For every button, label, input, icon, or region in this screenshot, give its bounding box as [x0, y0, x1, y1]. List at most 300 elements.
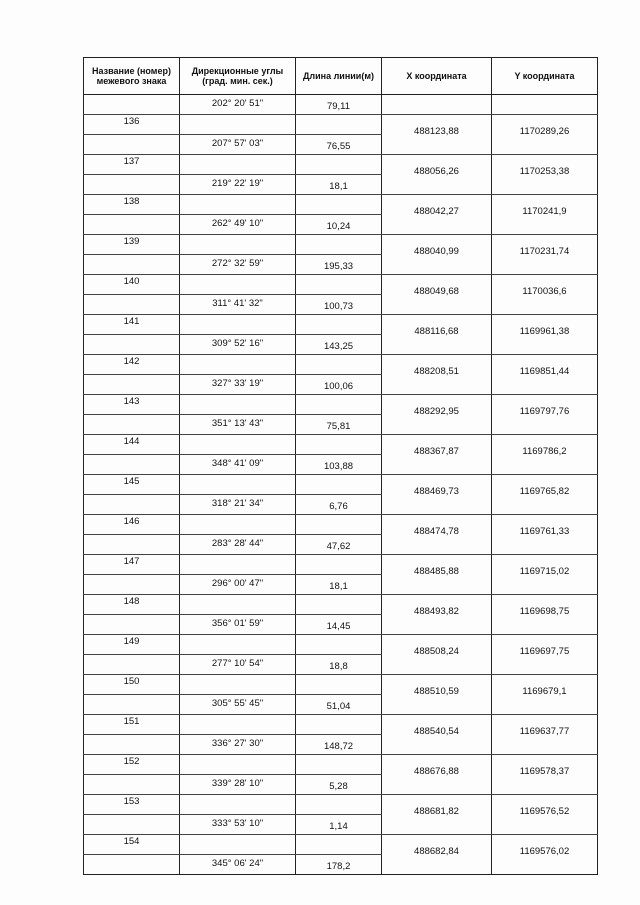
point-name-value: 145 [123, 476, 140, 487]
x-coordinate-value: 488474,78 [414, 526, 459, 537]
point-name-cell [84, 335, 180, 355]
point-name-cell [84, 795, 180, 815]
point-name-value: 139 [123, 236, 140, 247]
y-coordinate-cell [492, 355, 598, 375]
line-row [84, 775, 598, 795]
direction-angle-cell [180, 675, 296, 695]
y-coordinate-cell [492, 235, 598, 255]
line-row [84, 335, 598, 355]
line-length-cell [296, 195, 382, 215]
y-coordinate-cell [492, 455, 598, 475]
line-length-cell [296, 635, 382, 655]
point-row [84, 435, 598, 455]
y-coordinate-cell [492, 855, 598, 875]
point-name-value: 148 [123, 596, 140, 607]
x-coordinate-cell [382, 215, 492, 235]
line-row [84, 295, 598, 315]
direction-angle-cell [180, 495, 296, 515]
point-name-cell [84, 755, 180, 775]
line-length-cell [296, 755, 382, 775]
point-name-cell [84, 475, 180, 495]
point-row [84, 755, 598, 775]
direction-angle-value: 336° 27' 30" [211, 738, 264, 749]
x-coordinate-value: 488208,51 [414, 366, 459, 377]
direction-angle-value: 296° 00' 47" [211, 578, 264, 589]
direction-angle-cell [180, 635, 296, 655]
x-coordinate-cell [382, 415, 492, 435]
line-length-value: 103,88 [323, 461, 354, 472]
y-coordinate-cell [492, 655, 598, 675]
direction-angle-value: 219° 22' 19" [211, 178, 264, 189]
x-coordinate-cell [382, 695, 492, 715]
direction-angle-value: 309° 52' 16" [211, 338, 264, 349]
point-name-cell [84, 375, 180, 395]
x-coordinate-cell [382, 115, 492, 135]
point-name-cell [84, 235, 180, 255]
y-coordinate-cell [492, 715, 598, 735]
x-coordinate-value: 488493,82 [414, 606, 459, 617]
x-coordinate-cell [382, 555, 492, 575]
line-length-value: 47,62 [326, 541, 351, 552]
y-coordinate-cell [492, 635, 598, 655]
direction-angle-cell [180, 435, 296, 455]
x-coordinate-value: 488676,88 [414, 766, 459, 777]
line-length-cell [296, 495, 382, 515]
line-length-cell [296, 275, 382, 295]
y-coordinate-cell [492, 435, 598, 455]
line-row [84, 215, 598, 235]
line-length-cell [296, 115, 382, 135]
direction-angle-cell [180, 775, 296, 795]
direction-angle-value: 333° 53' 10" [211, 818, 264, 829]
y-coordinate-cell [492, 415, 598, 435]
point-name-cell [84, 295, 180, 315]
y-coordinate-value: 1169715,02 [519, 566, 570, 577]
line-length-cell [296, 575, 382, 595]
y-coordinate-cell [492, 495, 598, 515]
point-row [84, 475, 598, 495]
point-name-cell [84, 155, 180, 175]
y-coordinate-cell [492, 315, 598, 335]
direction-angle-cell [180, 835, 296, 855]
direction-angle-cell [180, 115, 296, 135]
y-coordinate-cell [492, 595, 598, 615]
line-length-cell [296, 775, 382, 795]
x-coordinate-cell [382, 375, 492, 395]
line-length-value: 143,25 [323, 341, 354, 352]
header-angle: Дирекционные углы (град. мин. сек.) [180, 58, 296, 95]
direction-angle-cell [180, 95, 296, 115]
direction-angle-value: 327° 33' 19" [211, 378, 264, 389]
point-name-cell [84, 775, 180, 795]
line-row [84, 815, 598, 835]
y-coordinate-cell [492, 115, 598, 135]
x-coordinate-value: 488116,68 [414, 326, 459, 337]
point-row [84, 715, 598, 735]
line-length-cell [296, 235, 382, 255]
point-row [84, 235, 598, 255]
line-length-cell [296, 175, 382, 195]
x-coordinate-value: 488367,87 [414, 446, 459, 457]
line-length-cell [296, 255, 382, 275]
y-coordinate-value: 1169576,02 [519, 846, 570, 857]
y-coordinate-cell [492, 95, 598, 115]
x-coordinate-cell [382, 235, 492, 255]
x-coordinate-cell [382, 155, 492, 175]
point-name-value: 153 [123, 796, 140, 807]
point-name-cell [84, 735, 180, 755]
direction-angle-cell [180, 155, 296, 175]
y-coordinate-value: 1170036,6 [522, 286, 567, 297]
y-coordinate-value: 1170289,26 [519, 126, 570, 137]
line-row [84, 575, 598, 595]
direction-angle-cell [180, 335, 296, 355]
y-coordinate-value: 1169697,75 [519, 646, 570, 657]
y-coordinate-cell [492, 375, 598, 395]
x-coordinate-cell [382, 815, 492, 835]
point-name-cell [84, 695, 180, 715]
x-coordinate-cell [382, 275, 492, 295]
line-length-cell [296, 735, 382, 755]
point-row [84, 515, 598, 535]
line-length-cell [296, 135, 382, 155]
x-coordinate-cell [382, 615, 492, 635]
line-length-value: 100,73 [323, 301, 354, 312]
y-coordinate-value: 1170241,9 [522, 206, 567, 217]
y-coordinate-cell [492, 775, 598, 795]
x-coordinate-value: 488292,95 [414, 406, 459, 417]
header-row [84, 58, 598, 95]
direction-angle-cell [180, 375, 296, 395]
point-name-value: 141 [123, 316, 140, 327]
x-coordinate-value: 488040,99 [414, 246, 459, 257]
point-row [84, 835, 598, 855]
line-length-value: 178,2 [326, 861, 351, 872]
line-length-cell [296, 415, 382, 435]
point-name-value: 147 [123, 556, 140, 567]
direction-angle-cell [180, 355, 296, 375]
line-length-value: 76,55 [326, 141, 351, 152]
line-row [84, 695, 598, 715]
point-row [84, 595, 598, 615]
x-coordinate-cell [382, 475, 492, 495]
point-name-cell [84, 395, 180, 415]
x-coordinate-cell [382, 855, 492, 875]
direction-angle-cell [180, 595, 296, 615]
y-coordinate-value: 1169851,44 [519, 366, 570, 377]
point-name-cell [84, 495, 180, 515]
point-name-cell [84, 635, 180, 655]
x-coordinate-cell [382, 95, 492, 115]
line-row [84, 735, 598, 755]
y-coordinate-cell [492, 615, 598, 635]
y-coordinate-value: 1169637,77 [519, 726, 570, 737]
direction-angle-cell [180, 755, 296, 775]
y-coordinate-cell [492, 475, 598, 495]
direction-angle-cell [180, 315, 296, 335]
x-coordinate-cell [382, 195, 492, 215]
line-row [84, 535, 598, 555]
line-length-cell [296, 395, 382, 415]
point-name-cell [84, 355, 180, 375]
line-row [84, 615, 598, 635]
y-coordinate-cell [492, 395, 598, 415]
line-length-cell [296, 695, 382, 715]
direction-angle-cell [180, 695, 296, 715]
y-coordinate-cell [492, 155, 598, 175]
table-body [84, 95, 598, 875]
header-x: X координата [382, 58, 492, 95]
direction-angle-cell [180, 175, 296, 195]
y-coordinate-cell [492, 255, 598, 275]
y-coordinate-value: 1169679,1 [522, 686, 567, 697]
point-row [84, 275, 598, 295]
line-length-cell [296, 535, 382, 555]
direction-angle-cell [180, 195, 296, 215]
y-coordinate-cell [492, 215, 598, 235]
line-row [84, 255, 598, 275]
line-length-cell [296, 475, 382, 495]
point-name-cell [84, 135, 180, 155]
y-coordinate-value: 1169698,75 [519, 606, 570, 617]
point-name-value: 151 [123, 716, 140, 727]
y-coordinate-value: 1169576,52 [519, 806, 570, 817]
line-length-value: 18,1 [329, 181, 348, 192]
x-coordinate-cell [382, 355, 492, 375]
direction-angle-cell [180, 395, 296, 415]
point-name-cell [84, 675, 180, 695]
y-coordinate-value: 1169961,38 [519, 326, 570, 337]
line-length-value: 14,45 [326, 621, 351, 632]
direction-angle-value: 202° 20' 51" [211, 98, 264, 109]
line-length-cell [296, 615, 382, 635]
point-name-cell [84, 815, 180, 835]
x-coordinate-cell [382, 495, 492, 515]
direction-angle-cell [180, 815, 296, 835]
line-length-cell [296, 355, 382, 375]
direction-angle-cell [180, 615, 296, 635]
header-y: Y координата [492, 58, 598, 95]
line-length-value: 18,8 [329, 661, 348, 672]
point-name-cell [84, 515, 180, 535]
line-length-value: 1,14 [329, 821, 348, 832]
point-name-cell [84, 255, 180, 275]
point-name-value: 136 [123, 116, 140, 127]
x-coordinate-cell [382, 675, 492, 695]
point-row [84, 355, 598, 375]
point-name-cell [84, 535, 180, 555]
x-coordinate-value: 488540,54 [414, 726, 459, 737]
direction-angle-value: 311° 41' 32" [212, 298, 263, 309]
point-name-value: 138 [123, 196, 140, 207]
direction-angle-value: 351° 13' 43" [211, 418, 264, 429]
direction-angle-cell [180, 455, 296, 475]
direction-angle-cell [180, 855, 296, 875]
direction-angle-cell [180, 275, 296, 295]
direction-angle-cell [180, 735, 296, 755]
line-length-cell [296, 595, 382, 615]
point-name-cell [84, 115, 180, 135]
x-coordinate-cell [382, 635, 492, 655]
point-name-cell [84, 835, 180, 855]
y-coordinate-cell [492, 295, 598, 315]
direction-angle-cell [180, 555, 296, 575]
line-length-cell [296, 715, 382, 735]
point-name-cell [84, 195, 180, 215]
line-length-value: 100,06 [323, 381, 354, 392]
point-name-value: 143 [123, 396, 140, 407]
line-row [84, 855, 598, 875]
direction-angle-value: 318° 21' 34" [211, 498, 264, 509]
x-coordinate-cell [382, 775, 492, 795]
line-length-cell [296, 835, 382, 855]
direction-angle-cell [180, 135, 296, 155]
y-coordinate-cell [492, 795, 598, 815]
point-row [84, 795, 598, 815]
y-coordinate-cell [492, 575, 598, 595]
line-row [84, 95, 598, 115]
point-name-value: 140 [123, 276, 140, 287]
direction-angle-cell [180, 475, 296, 495]
point-name-cell [84, 855, 180, 875]
direction-angle-value: 207° 57' 03" [211, 138, 264, 149]
direction-angle-value: 345° 06' 24" [211, 858, 264, 869]
point-name-cell [84, 95, 180, 115]
x-coordinate-cell [382, 835, 492, 855]
x-coordinate-cell [382, 335, 492, 355]
y-coordinate-value: 1170253,38 [519, 166, 570, 177]
x-coordinate-cell [382, 715, 492, 735]
line-length-cell [296, 655, 382, 675]
x-coordinate-cell [382, 655, 492, 675]
line-row [84, 415, 598, 435]
x-coordinate-cell [382, 255, 492, 275]
line-row [84, 455, 598, 475]
direction-angle-value: 272° 32' 59" [211, 258, 264, 269]
point-name-value: 154 [123, 836, 140, 847]
point-name-cell [84, 415, 180, 435]
line-length-value: 148,72 [323, 741, 354, 752]
x-coordinate-cell [382, 755, 492, 775]
line-length-value: 10,24 [326, 221, 351, 232]
header-name: Название (номер) межевого знака [84, 58, 180, 95]
y-coordinate-cell [492, 515, 598, 535]
point-name-cell [84, 175, 180, 195]
point-row [84, 115, 598, 135]
direction-angle-value: 262° 49' 10" [211, 218, 264, 229]
line-length-cell [296, 855, 382, 875]
y-coordinate-cell [492, 835, 598, 855]
y-coordinate-value: 1169765,82 [519, 486, 570, 497]
point-row [84, 635, 598, 655]
x-coordinate-value: 488123,88 [414, 126, 459, 137]
line-length-cell [296, 155, 382, 175]
point-name-cell [84, 215, 180, 235]
point-name-cell [84, 275, 180, 295]
line-length-cell [296, 295, 382, 315]
x-coordinate-cell [382, 735, 492, 755]
point-name-cell [84, 435, 180, 455]
direction-angle-value: 356° 01' 59" [211, 618, 264, 629]
point-name-value: 144 [123, 436, 140, 447]
y-coordinate-cell [492, 675, 598, 695]
line-length-cell [296, 515, 382, 535]
x-coordinate-cell [382, 175, 492, 195]
point-row [84, 195, 598, 215]
point-name-value: 149 [123, 636, 140, 647]
point-name-value: 152 [123, 756, 140, 767]
point-name-cell [84, 455, 180, 475]
y-coordinate-cell [492, 535, 598, 555]
boundary-coordinates-table [83, 57, 598, 875]
direction-angle-value: 277° 10' 54" [211, 658, 264, 669]
point-name-value: 150 [123, 676, 140, 687]
line-length-cell [296, 795, 382, 815]
y-coordinate-value: 1170231,74 [519, 246, 570, 257]
y-coordinate-cell [492, 135, 598, 155]
x-coordinate-value: 488056,26 [414, 166, 459, 177]
point-name-value: 142 [123, 356, 140, 367]
direction-angle-value: 348° 41' 09" [211, 458, 264, 469]
x-coordinate-cell [382, 395, 492, 415]
x-coordinate-value: 488510,59 [414, 686, 459, 697]
point-row [84, 315, 598, 335]
direction-angle-cell [180, 535, 296, 555]
direction-angle-cell [180, 255, 296, 275]
line-length-cell [296, 675, 382, 695]
line-length-value: 51,04 [326, 701, 351, 712]
point-name-cell [84, 555, 180, 575]
line-length-cell [296, 435, 382, 455]
line-row [84, 655, 598, 675]
line-length-value: 6,76 [329, 501, 348, 512]
y-coordinate-cell [492, 195, 598, 215]
point-row [84, 555, 598, 575]
x-coordinate-value: 488681,82 [414, 806, 459, 817]
x-coordinate-cell [382, 515, 492, 535]
direction-angle-cell [180, 295, 296, 315]
line-row [84, 135, 598, 155]
y-coordinate-value: 1169797,76 [519, 406, 570, 417]
y-coordinate-value: 1169578,37 [519, 766, 570, 777]
x-coordinate-value: 488049,68 [414, 286, 459, 297]
line-length-cell [296, 315, 382, 335]
y-coordinate-cell [492, 735, 598, 755]
y-coordinate-cell [492, 175, 598, 195]
point-row [84, 395, 598, 415]
x-coordinate-cell [382, 595, 492, 615]
line-length-cell [296, 375, 382, 395]
x-coordinate-cell [382, 575, 492, 595]
x-coordinate-cell [382, 535, 492, 555]
line-length-cell [296, 555, 382, 575]
direction-angle-cell [180, 715, 296, 735]
direction-angle-cell [180, 415, 296, 435]
point-row [84, 155, 598, 175]
point-name-cell [84, 315, 180, 335]
x-coordinate-value: 488469,73 [414, 486, 459, 497]
direction-angle-value: 339° 28' 10" [211, 778, 264, 789]
line-length-cell [296, 455, 382, 475]
point-name-cell [84, 715, 180, 735]
line-length-value: 79,11 [326, 101, 351, 112]
y-coordinate-cell [492, 335, 598, 355]
line-row [84, 375, 598, 395]
line-length-cell [296, 215, 382, 235]
x-coordinate-cell [382, 455, 492, 475]
point-name-value: 137 [123, 156, 140, 167]
x-coordinate-value: 488042,27 [414, 206, 459, 217]
